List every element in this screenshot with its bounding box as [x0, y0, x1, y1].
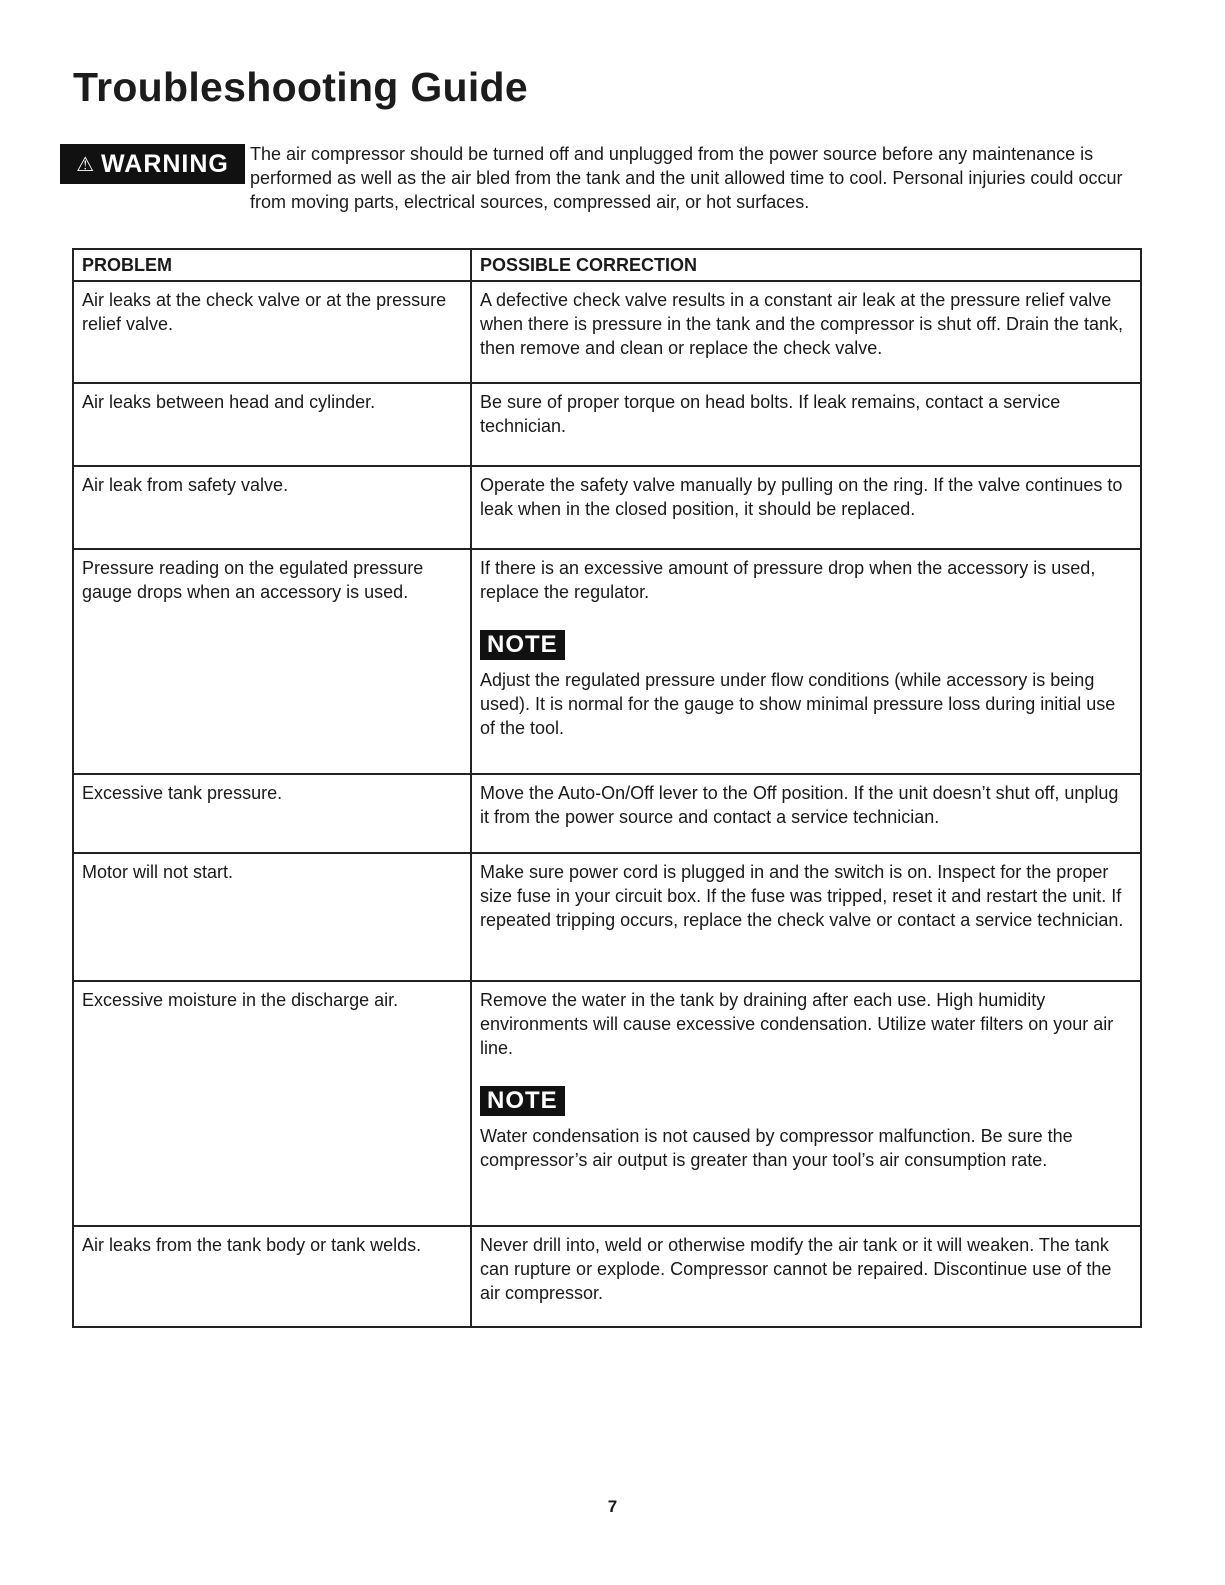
warning-text: The air compressor should be turned off and unplugged from the power source before any maintenance is performed as well as the air bled from the tank and the unit allowed time to cool. Personal injuries could occur from moving parts, electrical sources, compressed air, or hot surfaces. [250, 144, 1123, 212]
correction-cell: Never drill into, weld or otherwise modify the air tank or it will weaken. The tank can rupture or explode. Compressor cannot be repaired. Discontinue use of the air compressor. [480, 1235, 1112, 1303]
note-badge: NOTE [480, 1086, 565, 1116]
troubleshooting-table [72, 248, 1142, 1328]
header-correction: POSSIBLE CORRECTION [480, 255, 698, 275]
correction-cell: Make sure power cord is plugged in and the switch is on. Inspect for the proper size fuse in your circuit box. If the fuse was tripped, reset it and restart the unit. If repeated tripping occurs, replace the check valve or contact a service technician. [480, 862, 1124, 930]
problem-cell: Motor will not start. [74, 854, 472, 980]
table-header-row [74, 250, 1140, 280]
problem-cell: Air leaks between head and cylinder. [74, 384, 472, 465]
page-title: Troubleshooting Guide [73, 64, 528, 110]
note-badge: NOTE [480, 630, 565, 660]
correction-cell: Move the Auto-On/Off lever to the Off position. If the unit doesn’t shut off, unplug it from the power source and contact a service technician. [480, 783, 1119, 827]
header-problem: PROBLEM [74, 250, 472, 280]
warning-triangle-icon: ⚠ [76, 153, 96, 176]
correction-cell: Be sure of proper torque on head bolts. If leak remains, contact a service technician. [480, 392, 1061, 436]
correction-text: If there is an excessive amount of pressure drop when the accessory is used, replace the regulator. [480, 558, 1096, 602]
table-row [74, 280, 1140, 382]
page-number: 7 [607, 1497, 618, 1516]
problem-cell: Excessive moisture in the discharge air. [74, 982, 472, 1225]
note-text: Water condensation is not caused by compressor malfunction. Be sure the compressor’s air output is greater than your tool’s air consumption rate. [480, 1126, 1073, 1170]
warning-badge [60, 144, 245, 184]
table-row [74, 980, 1140, 1225]
note-text: Adjust the regulated pressure under flow conditions (while accessory is being used). It is normal for the gauge to show minimal pressure loss during initial use of the tool. [480, 670, 1116, 738]
correction-text: Remove the water in the tank by draining after each use. High humidity environments will cause excessive condensation. Utilize water filters on your air line. [480, 990, 1114, 1058]
problem-cell: Excessive tank pressure. [74, 775, 472, 852]
table-row [74, 465, 1140, 548]
table-row [74, 382, 1140, 465]
problem-cell: Air leak from safety valve. [74, 467, 472, 548]
table-row [74, 548, 1140, 773]
table-row [74, 1225, 1140, 1326]
correction-cell [472, 550, 1140, 773]
problem-cell: Air leaks from the tank body or tank welds. [74, 1227, 472, 1326]
problem-cell: Air leaks at the check valve or at the pressure relief valve. [74, 282, 472, 382]
correction-cell [472, 982, 1140, 1225]
table-row [74, 852, 1140, 980]
problem-cell: Pressure reading on the egulated pressure gauge drops when an accessory is used. [74, 550, 472, 773]
table-row [74, 773, 1140, 852]
correction-cell: A defective check valve results in a constant air leak at the pressure relief valve when there is pressure in the tank and the compressor is shut off. Drain the tank, then remove and clean or replace the check valve. [480, 290, 1124, 358]
warning-badge-label: WARNING [101, 149, 229, 178]
correction-cell: Operate the safety valve manually by pulling on the ring. If the valve continues to leak when in the closed position, it should be replaced. [480, 475, 1123, 519]
